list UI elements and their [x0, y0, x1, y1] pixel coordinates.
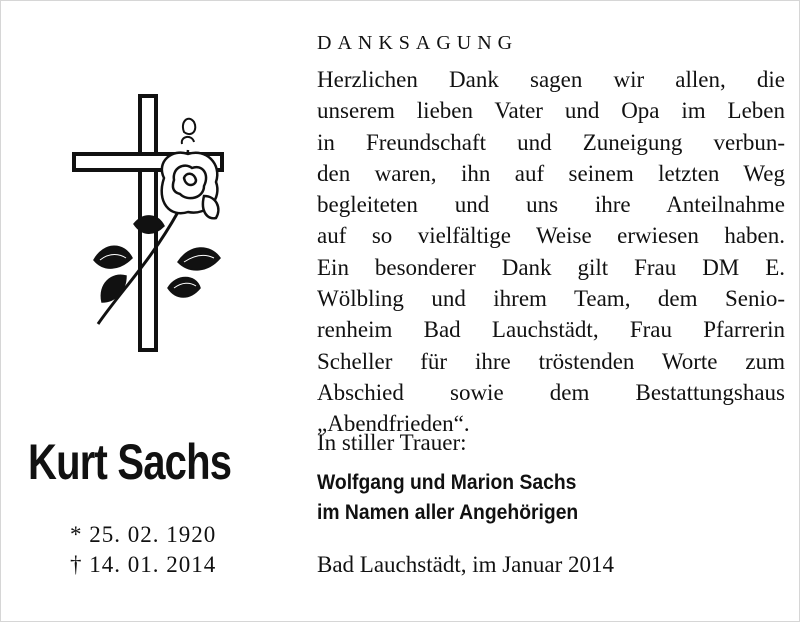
- text-line: renheim Bad Lauchstädt, Frau Pfarrerin: [317, 317, 785, 343]
- text-line: begleiteten und uns ihre Anteilnahme: [317, 192, 785, 218]
- life-dates: [70, 520, 216, 580]
- text-line: Scheller für ihre tröstenden Worte zum: [317, 348, 785, 374]
- heading: DANKSAGUNG: [317, 32, 519, 54]
- signers: [317, 468, 578, 528]
- text-line: Herzlichen Dank sagen wir allen, die: [317, 67, 785, 92]
- deceased-name: Kurt Sachs: [28, 434, 232, 490]
- text-line: in Freundschaft und Zuneigung verbun-: [317, 129, 785, 155]
- text-line: Wölbling und ihrem Team, dem Senio-: [317, 286, 785, 312]
- acknowledgement-block: [317, 28, 785, 440]
- text-line: Ein besonderer Dank gilt Frau DM E.: [317, 254, 785, 280]
- signer-line: Wolfgang und Marion Sachs: [317, 471, 577, 494]
- text-line: auf so vielfältige Weise erwiesen haben.: [317, 223, 785, 249]
- text-line: unserem lieben Vater und Opa im Leben: [317, 98, 785, 124]
- acknowledgement-text: [317, 64, 785, 440]
- text-line: den waren, ihn auf seinem letzten Weg: [317, 160, 785, 186]
- signer-line: im Namen aller Angehörigen: [317, 501, 579, 524]
- place-date: Bad Lauchstädt, im Januar 2014: [317, 552, 615, 577]
- birth-date: * 25. 02. 1920: [70, 522, 217, 547]
- text-line: „Abendfrieden“.: [317, 411, 470, 437]
- death-date: † 14. 01. 2014: [70, 552, 217, 577]
- text-line: Abschied sowie dem Bestattungshaus: [317, 379, 785, 405]
- cross-with-rose-icon: [60, 92, 240, 354]
- mourning-label: In stiller Trauer:: [317, 430, 467, 455]
